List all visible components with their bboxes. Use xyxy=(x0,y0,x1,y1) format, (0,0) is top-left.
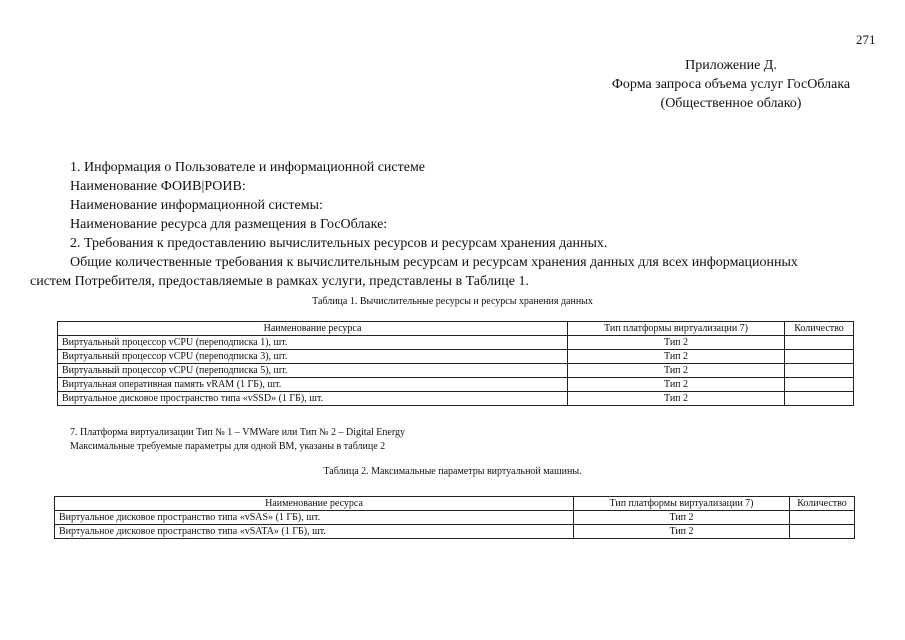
quantity-cell[interactable] xyxy=(790,525,855,539)
platform-cell: Тип 2 xyxy=(568,392,785,406)
table-row xyxy=(55,525,855,539)
resource-cell: Виртуальное дисковое пространство типа «vSAS» (1 ГБ), шт. xyxy=(55,511,574,525)
resource-cell: Виртуальное дисковое пространство типа «vSATA» (1 ГБ), шт. xyxy=(55,525,574,539)
table1-header-quantity: Количество xyxy=(785,322,854,336)
field-info-system: Наименование информационной системы: xyxy=(70,198,323,213)
resource-cell: Виртуальный процессор vCPU (переподписка 1), шт. xyxy=(58,336,568,350)
table-row xyxy=(58,364,854,378)
table-row xyxy=(58,392,854,406)
resource-cell: Виртуальная оперативная память vRAM (1 ГБ), шт. xyxy=(58,378,568,392)
table-row xyxy=(58,336,854,350)
quantity-cell[interactable] xyxy=(785,364,854,378)
field-resource-name: Наименование ресурса для размещения в ГосОблаке: xyxy=(70,217,388,232)
table1-caption: Таблица 1. Вычислительные ресурсы и ресурсы хранения данных xyxy=(312,296,593,307)
section2-paragraph xyxy=(30,253,880,291)
table-row xyxy=(58,350,854,364)
table2-header-resource: Наименование ресурса xyxy=(55,497,574,511)
paragraph-first-line: Общие количественные требования к вычислительным ресурсам и ресурсам хранения данных для всех информационных xyxy=(70,255,798,270)
table1-header-platform: Тип платформы виртуализации 7) xyxy=(568,322,785,336)
page-number: 271 xyxy=(856,32,876,47)
table2-header-quantity: Количество xyxy=(790,497,855,511)
quantity-cell[interactable] xyxy=(785,392,854,406)
resource-cell: Виртуальное дисковое пространство типа «vSSD» (1 ГБ), шт. xyxy=(58,392,568,406)
appendix-subtitle: Форма запроса объема услуг ГосОблака xyxy=(611,77,851,92)
platform-cell: Тип 2 xyxy=(574,525,790,539)
max-params-note: Максимальные требуемые параметры для одной ВМ, указаны в таблице 2 xyxy=(70,441,386,452)
table1-header-resource: Наименование ресурса xyxy=(58,322,568,336)
table1-header-row xyxy=(58,322,854,336)
resource-cell: Виртуальный процессор vCPU (переподписка 5), шт. xyxy=(58,364,568,378)
platform-cell: Тип 2 xyxy=(574,511,790,525)
field-foiv-roiv: Наименование ФОИВ|РОИВ: xyxy=(70,179,246,194)
quantity-cell[interactable] xyxy=(785,336,854,350)
table-row xyxy=(58,378,854,392)
platform-cell: Тип 2 xyxy=(568,378,785,392)
section2-heading: 2. Требования к предоставлению вычислительных ресурсов и ресурсам хранения данных. xyxy=(70,236,608,251)
platform-cell: Тип 2 xyxy=(568,350,785,364)
appendix-cloud-type: (Общественное облако) xyxy=(660,96,802,111)
quantity-cell[interactable] xyxy=(790,511,855,525)
appendix-title: Приложение Д. xyxy=(685,58,777,73)
quantity-cell[interactable] xyxy=(785,378,854,392)
table2 xyxy=(54,496,855,539)
platform-cell: Тип 2 xyxy=(568,364,785,378)
quantity-cell[interactable] xyxy=(785,350,854,364)
paragraph-second-line: систем Потребителя, предоставляемые в рамках услуги, представлены в Таблице 1. xyxy=(30,274,529,289)
table2-header-platform: Тип платформы виртуализации 7) xyxy=(574,497,790,511)
platform-cell: Тип 2 xyxy=(568,336,785,350)
table1 xyxy=(57,321,854,406)
table-row xyxy=(55,511,855,525)
section1-heading: 1. Информация о Пользователе и информационной системе xyxy=(70,160,426,175)
resource-cell: Виртуальный процессор vCPU (переподписка 3), шт. xyxy=(58,350,568,364)
platform-footnote: 7. Платформа виртуализации Тип № 1 – VMWare или Тип № 2 – Digital Energy xyxy=(70,427,405,438)
table2-caption: Таблица 2. Максимальные параметры виртуальной машины. xyxy=(323,466,582,477)
table2-header-row xyxy=(55,497,855,511)
